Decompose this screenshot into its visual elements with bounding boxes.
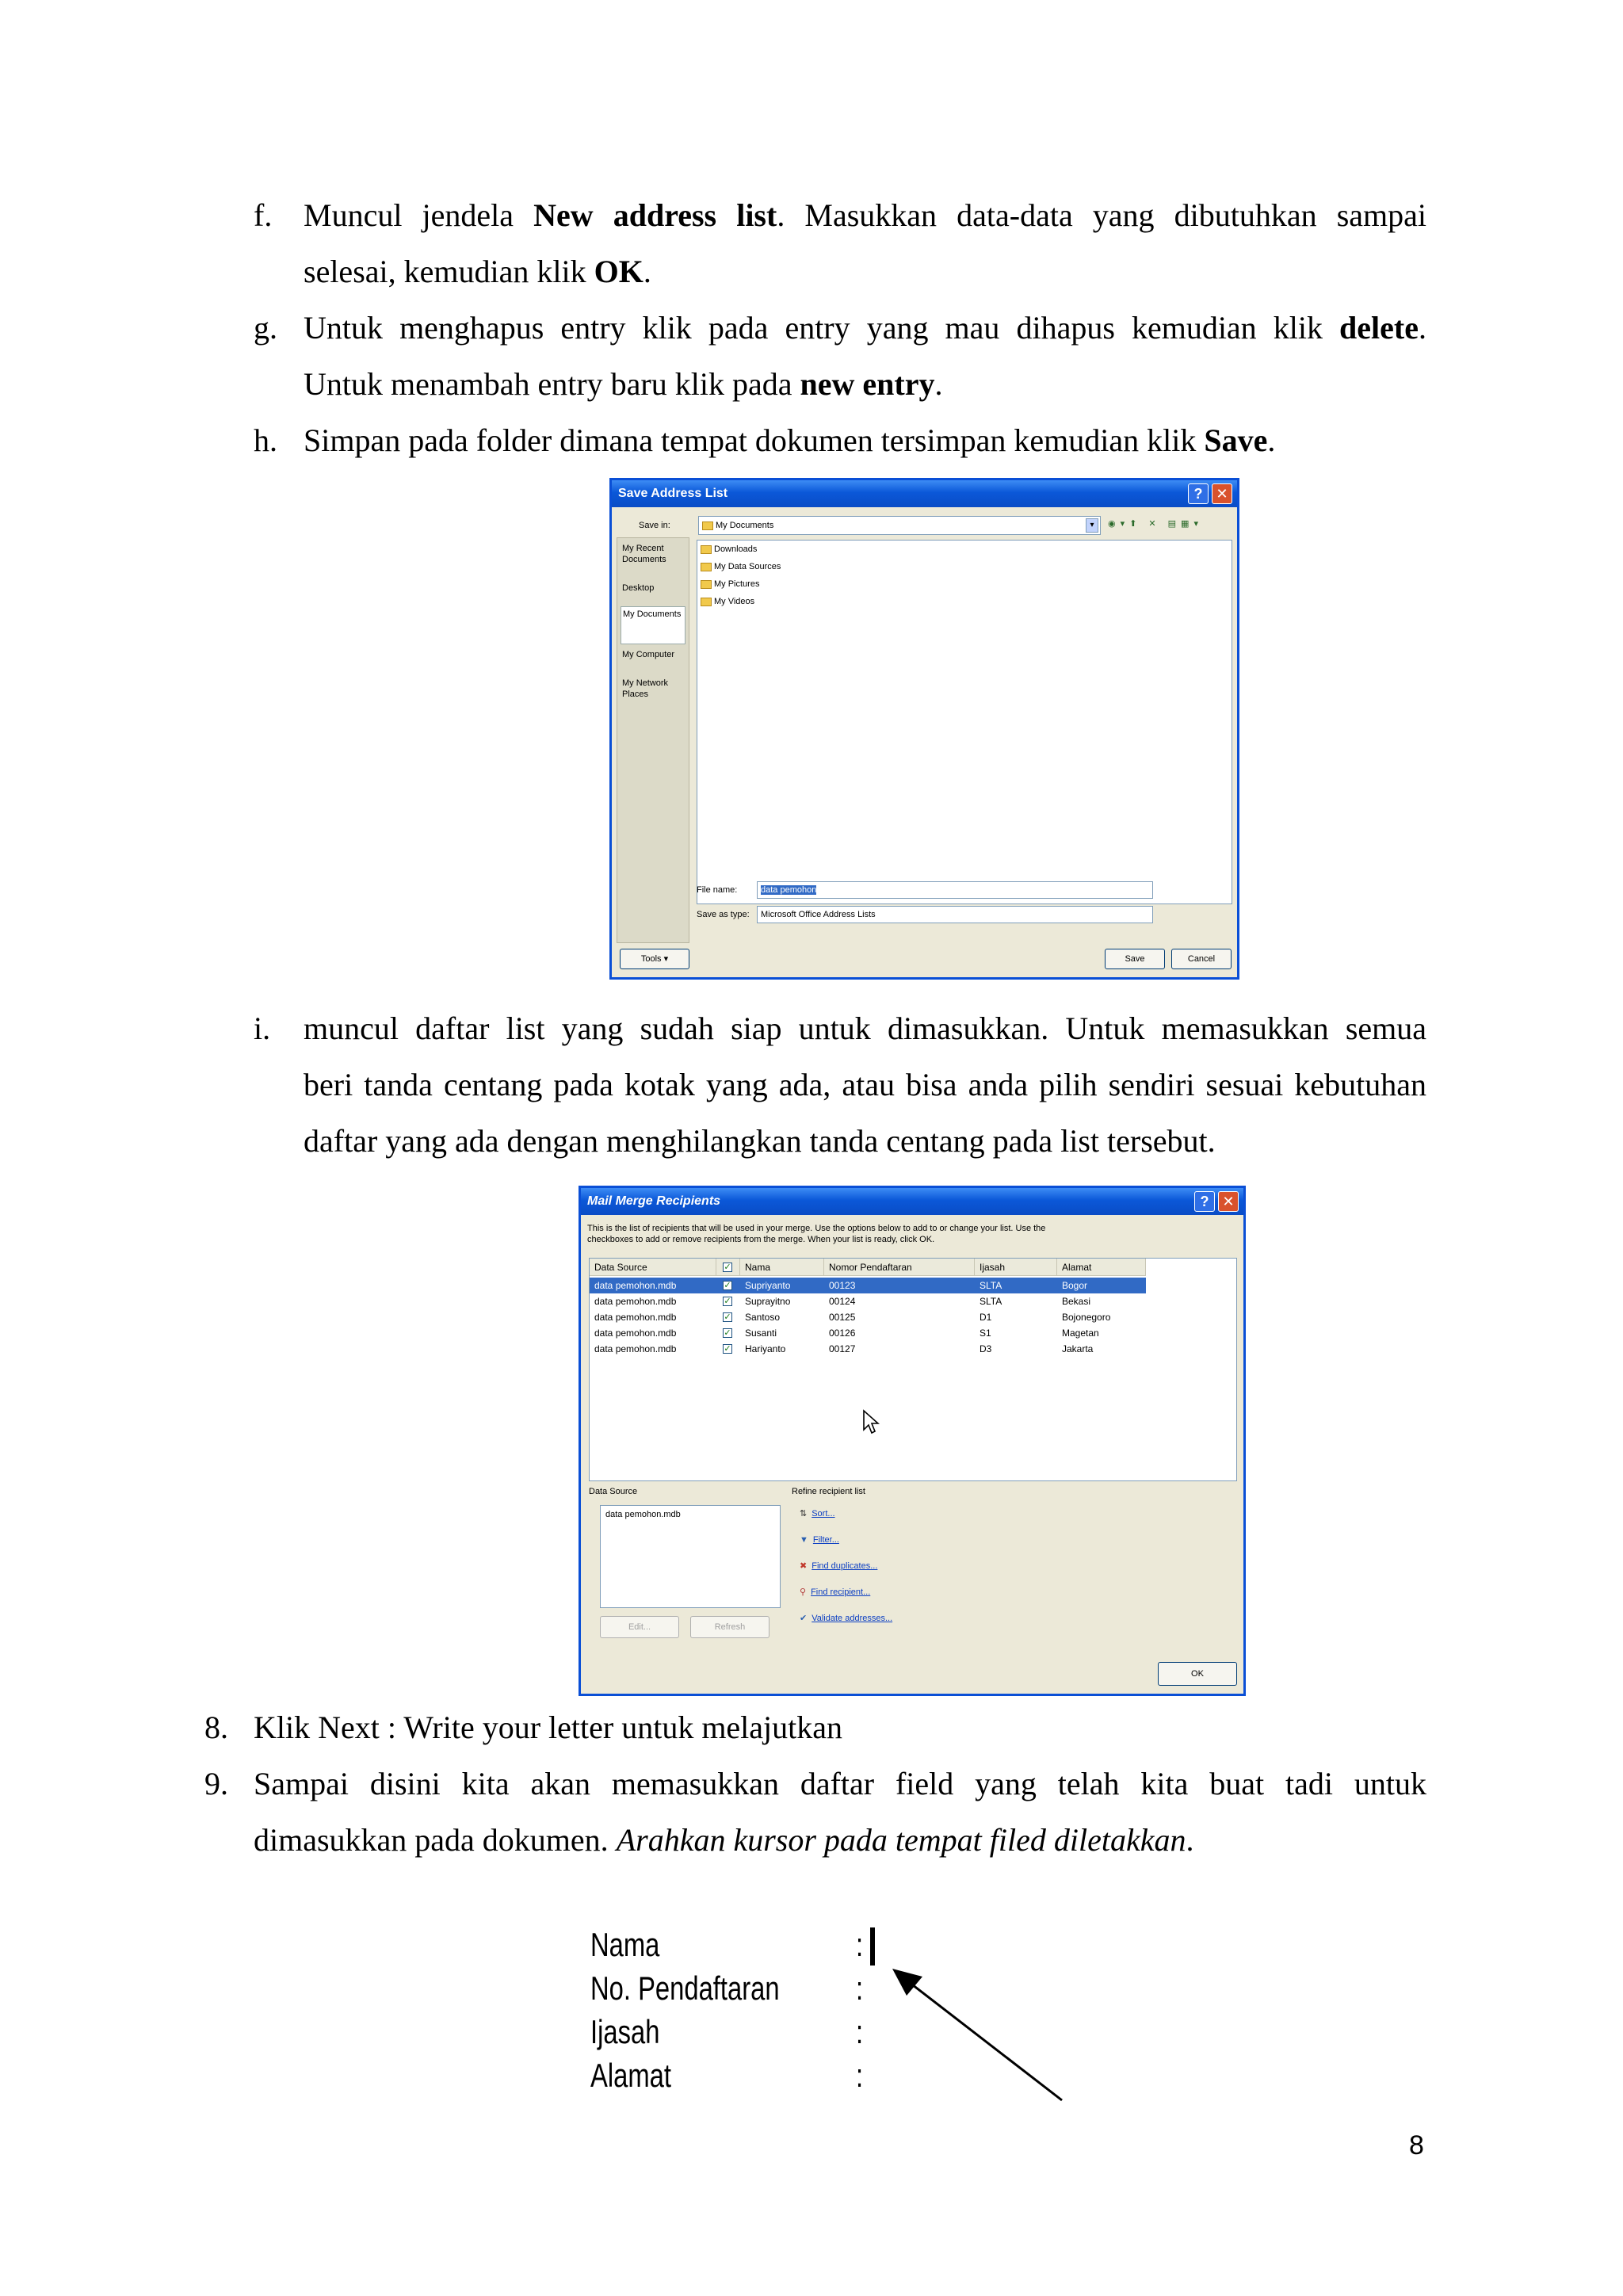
place-my-recent-documents[interactable]: My Recent Documents: [622, 544, 666, 564]
list-marker-8: 8.: [204, 1710, 228, 1745]
filter-icon: ▼: [800, 1535, 808, 1545]
close-icon[interactable]: ✕: [1212, 483, 1232, 504]
text-cursor-icon: [870, 1927, 875, 1966]
file-item[interactable]: [701, 596, 754, 607]
toolbar-icons[interactable]: ◉▾⬆ ✕ ▤▦▾: [1108, 519, 1203, 529]
cell-source: data pemohon.mdb: [594, 1312, 677, 1323]
cell-ijasah: SLTA: [980, 1296, 1002, 1307]
list-marker-i: i.: [254, 1010, 271, 1046]
column-header-check[interactable]: [716, 1259, 740, 1276]
column-header-nama[interactable]: Nama: [740, 1259, 824, 1276]
close-icon[interactable]: ✕: [1218, 1191, 1239, 1212]
paragraph-h: Simpan pada folder dimana tempat dokumen tersimpan kemudian klik Save.: [304, 422, 1276, 458]
place-desktop[interactable]: Desktop: [622, 583, 655, 593]
dialog-title-bar: [581, 1188, 1243, 1215]
check-icon[interactable]: ✓: [724, 1281, 731, 1290]
intro-text-line2: checkboxes to add or remove recipients from the merge. When your list is ready, click OK.: [587, 1235, 935, 1244]
paragraph-g-line1: Untuk menghapus entry klik pada entry yang mau dihapus kemudian klik delete.: [304, 310, 1426, 346]
validate-addresses-link-label[interactable]: Validate addresses...: [812, 1614, 893, 1623]
tools-button[interactable]: Tools ▾: [620, 949, 689, 969]
list-marker-f: f.: [254, 197, 273, 233]
cell-source: data pemohon.mdb: [594, 1328, 677, 1339]
cell-ijasah: D1: [980, 1312, 992, 1323]
file-item[interactable]: [701, 579, 759, 590]
list-marker-9: 9.: [204, 1766, 228, 1801]
folder-icon: [701, 598, 712, 606]
file-name-value: data pemohon: [761, 885, 817, 895]
place-my-computer[interactable]: My Computer: [622, 650, 675, 659]
field-colon: :: [856, 2057, 864, 2094]
file-item-label: My Videos: [714, 597, 755, 606]
paragraph-i-line1: muncul daftar list yang sudah siap untuk dimasukkan. Untuk memasukkan semua: [304, 1010, 1426, 1046]
filter-link[interactable]: [800, 1534, 839, 1545]
cell-nama: Suprayitno: [745, 1296, 791, 1307]
find-recipient-link[interactable]: [800, 1587, 870, 1598]
sort-link[interactable]: [800, 1508, 835, 1519]
paragraph-g-line2: Untuk menambah entry baru klik pada new entry.: [304, 366, 943, 402]
table-row[interactable]: [590, 1293, 1146, 1309]
find-recipient-icon: ⚲: [800, 1587, 807, 1597]
field-label-alamat: Alamat: [590, 2057, 671, 2094]
cell-nama: Santoso: [745, 1312, 781, 1323]
field-colon: :: [856, 1926, 864, 1963]
place-my-network-places[interactable]: My Network Places: [622, 678, 669, 699]
save-address-list-dialog: [609, 478, 1239, 980]
file-list[interactable]: [697, 540, 1232, 904]
cell-nomor: 00127: [829, 1343, 856, 1354]
cell-ijasah: SLTA: [980, 1280, 1002, 1291]
save-type-value: Microsoft Office Address Lists: [761, 910, 876, 919]
field-label-ijasah: Ijasah: [590, 2013, 660, 2050]
field-label-no-pendaftaran: No. Pendaftaran: [590, 1969, 780, 2007]
cell-source: data pemohon.mdb: [594, 1343, 677, 1354]
check-icon[interactable]: ✓: [724, 1312, 731, 1322]
paragraph-f-line2: selesai, kemudian klik OK.: [304, 254, 651, 289]
column-header-data-source[interactable]: Data Source: [590, 1259, 716, 1276]
dialog-title: Mail Merge Recipients: [587, 1194, 721, 1208]
tools-label: Tools: [640, 954, 662, 964]
field-colon: :: [856, 1969, 864, 2007]
file-item[interactable]: [701, 561, 781, 572]
cell-alamat: Bekasi: [1062, 1296, 1091, 1307]
dialog-title: Save Address List: [618, 487, 728, 500]
table-row[interactable]: [590, 1278, 1146, 1293]
refresh-button[interactable]: Refresh: [690, 1616, 769, 1638]
fields-figure: [579, 1918, 1252, 2108]
ok-button[interactable]: OK: [1158, 1662, 1237, 1686]
paragraph-8: Klik Next : Write your letter untuk melajutkan: [254, 1710, 843, 1745]
save-button[interactable]: Save: [1105, 949, 1165, 969]
save-in-value: My Documents: [716, 521, 774, 530]
mail-merge-recipients-dialog: [579, 1186, 1246, 1696]
cell-nama: Supriyanto: [745, 1280, 791, 1291]
check-icon[interactable]: ✓: [724, 1344, 731, 1354]
folder-icon: [701, 545, 712, 554]
paragraph-9-line1: Sampai disini kita akan memasukkan daftar field yang telah kita buat tadi untuk: [254, 1766, 1426, 1801]
data-source-label: Data Source: [589, 1487, 638, 1496]
validate-addresses-icon: ✔: [800, 1614, 808, 1623]
dialog-title-bar: [612, 480, 1237, 507]
cell-ijasah: S1: [980, 1328, 991, 1339]
folder-icon: [701, 563, 712, 571]
data-source-list[interactable]: [600, 1505, 781, 1608]
paragraph-f-line1: Muncul jendela New address list. Masukkan data-data yang dibutuhkan sampai: [304, 197, 1426, 233]
cell-alamat: Magetan: [1062, 1328, 1099, 1339]
data-source-item[interactable]: data pemohon.mdb: [605, 1510, 681, 1519]
save-in-label: Save in:: [639, 521, 670, 530]
arrow-icon: [888, 1966, 1070, 2108]
refine-recipient-list-label: Refine recipient list: [792, 1487, 865, 1496]
table-row[interactable]: [590, 1325, 1146, 1341]
list-marker-g: g.: [254, 310, 277, 346]
find-duplicates-link-label[interactable]: Find duplicates...: [812, 1561, 878, 1571]
cell-nomor: 00123: [829, 1280, 856, 1291]
save-in-dropdown[interactable]: [698, 516, 1101, 535]
table-row[interactable]: [590, 1341, 1146, 1357]
column-header-ijasah[interactable]: Ijasah: [975, 1259, 1057, 1276]
edit-button[interactable]: Edit...: [600, 1616, 679, 1638]
sort-link-label[interactable]: Sort...: [812, 1509, 835, 1519]
cell-alamat: Bojonegoro: [1062, 1312, 1111, 1323]
paragraph-i-line3: daftar yang ada dengan menghilangkan tanda centang pada list tersebut.: [304, 1123, 1216, 1159]
file-item[interactable]: [701, 544, 757, 555]
cell-ijasah: D3: [980, 1343, 992, 1354]
cell-nomor: 00124: [829, 1296, 856, 1307]
filter-link-label[interactable]: Filter...: [812, 1535, 839, 1545]
file-item-label: My Pictures: [714, 579, 760, 589]
cell-alamat: Bogor: [1062, 1280, 1088, 1291]
mouse-cursor-icon: [862, 1409, 880, 1435]
cell-source: data pemohon.mdb: [594, 1296, 677, 1307]
file-name-label: File name:: [697, 885, 738, 895]
help-icon[interactable]: ?: [1188, 483, 1209, 504]
cell-nama: Susanti: [745, 1328, 777, 1339]
field-label-nama: Nama: [590, 1926, 660, 1963]
cell-source: data pemohon.mdb: [594, 1280, 677, 1291]
column-header-alamat[interactable]: Alamat: [1057, 1259, 1146, 1276]
find-duplicates-link[interactable]: [800, 1561, 877, 1572]
cell-alamat: Jakarta: [1062, 1343, 1094, 1354]
field-colon: :: [856, 2013, 864, 2050]
page-number: 8: [1409, 2130, 1424, 2160]
help-icon[interactable]: ?: [1194, 1191, 1215, 1212]
validate-addresses-link[interactable]: [800, 1613, 892, 1624]
save-type-dropdown[interactable]: [757, 906, 1153, 923]
paragraph-i-line2: beri tanda centang pada kotak yang ada, atau bisa anda pilih sendiri sesuai kebutuhan: [304, 1067, 1426, 1102]
cancel-button[interactable]: Cancel: [1171, 949, 1232, 969]
file-item-label: My Data Sources: [714, 562, 781, 571]
folder-icon: [702, 521, 713, 530]
check-icon[interactable]: ✓: [724, 1297, 731, 1306]
find-recipient-link-label[interactable]: Find recipient...: [811, 1587, 871, 1597]
find-duplicates-icon: ✖: [800, 1561, 808, 1571]
place-my-documents[interactable]: My Documents: [621, 606, 685, 644]
cell-nomor: 00125: [829, 1312, 856, 1323]
save-type-label: Save as type:: [697, 910, 750, 919]
chevron-down-icon[interactable]: ▾: [1086, 518, 1098, 533]
folder-icon: [701, 580, 712, 589]
file-item-label: Downloads: [714, 544, 758, 554]
cell-nomor: 00126: [829, 1328, 856, 1339]
intro-text-line1: This is the list of recipients that will be used in your merge. Use the options below to add to or change your list. Use the: [587, 1224, 1046, 1233]
cell-nama: Hariyanto: [745, 1343, 786, 1354]
table-row[interactable]: [590, 1309, 1146, 1325]
places-bar: [617, 537, 689, 943]
list-marker-h: h.: [254, 422, 277, 458]
check-icon[interactable]: ✓: [724, 1263, 731, 1272]
column-header-nomor-pendaftaran[interactable]: Nomor Pendaftaran: [824, 1259, 975, 1276]
file-name-input[interactable]: [757, 881, 1153, 899]
check-icon[interactable]: ✓: [724, 1328, 731, 1338]
recipients-grid[interactable]: [589, 1258, 1237, 1481]
sort-icon: ⇅: [800, 1509, 808, 1519]
paragraph-9-line2: dimasukkan pada dokumen. Arahkan kursor pada tempat filed diletakkan.: [254, 1822, 1194, 1858]
